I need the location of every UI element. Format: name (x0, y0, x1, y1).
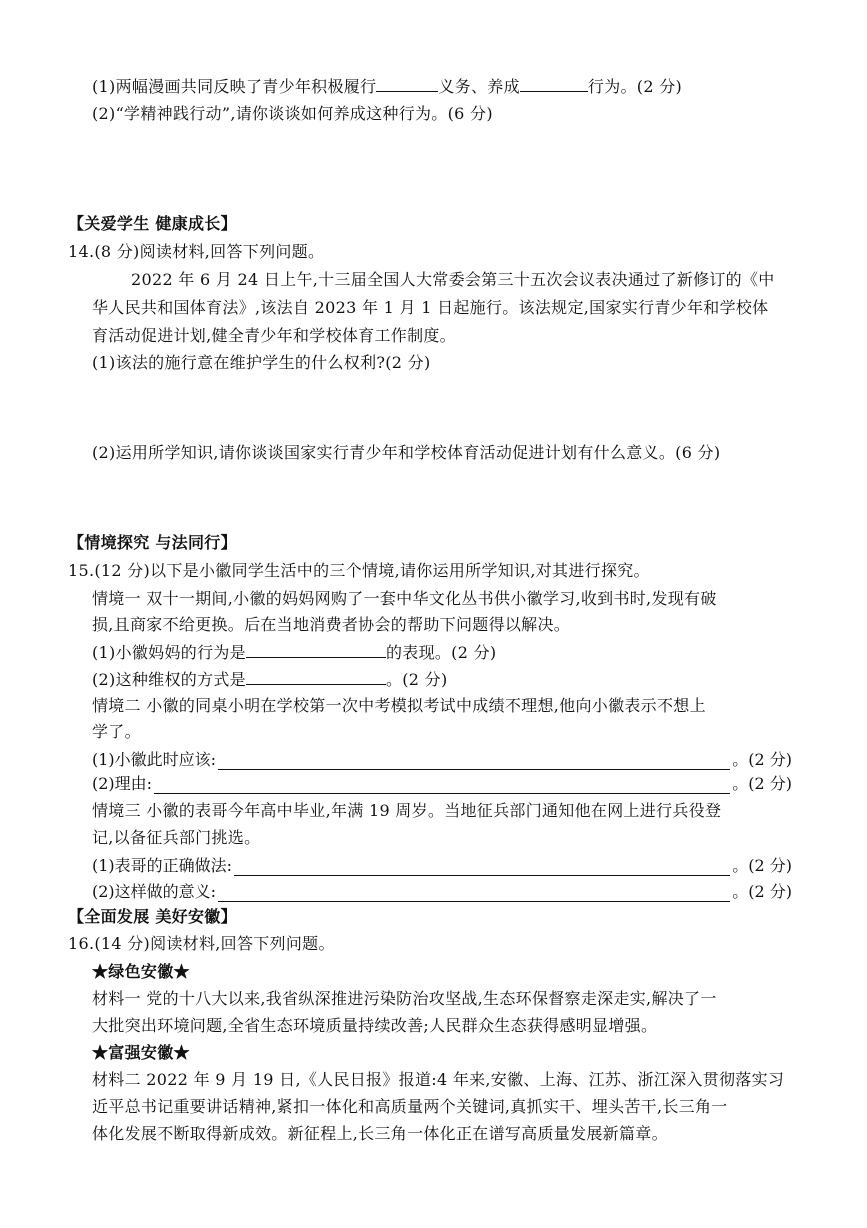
question-text: 。(2 分) (732, 856, 792, 875)
question-15-3-1 (92, 856, 792, 876)
q13-part1 (92, 76, 682, 97)
question-14-2: (2)运用所学知识,请你谈谈国家实行青少年和学校体育活动促进计划有什么意义。(6 分) (92, 443, 721, 462)
subheading-green-anhui: ★绿色安徽★ (92, 962, 190, 981)
q13-part2: (2)“学精神践行动”,请你谈谈如何养成这种行为。(6 分) (92, 104, 493, 123)
material-2-line: 近平总书记重要讲话精神,紧扣一体化和高质量两个关键词,真抓实干、埋头苦干,长三角一 (92, 1097, 728, 1116)
answer-blank[interactable] (246, 669, 386, 685)
q13-part1-text-a: (1)两幅漫画共同反映了青少年积极履行 (92, 77, 377, 96)
material-1-line: 大批突出环境问题,全省生态环境质量持续改善;人民群众生态获得感明显增强。 (92, 1016, 658, 1035)
question-text: 。(2 分) (732, 882, 792, 901)
answer-line[interactable] (154, 777, 730, 794)
question-text: 。(2 分) (385, 670, 448, 689)
material-line: 华人民共和国体育法》,该法自 2023 年 1 月 1 日起施行。该法规定,国家实行青少年和学校体 (92, 298, 769, 317)
question-text: (2)这样做的意义: (92, 882, 217, 901)
section-header-14: 【关爱学生 健康成长】 (68, 214, 237, 233)
scenario-3-line: 记,以备征兵部门挑选。 (92, 828, 261, 847)
scenario-2-line: 学了。 (92, 722, 141, 741)
question-15-1-2 (92, 669, 448, 690)
question-15-2-2 (92, 774, 792, 794)
question-15-stem: 15.(12 分)以下是小徽同学生活中的三个情境,请你运用所学知识,对其进行探究。 (68, 561, 650, 580)
material-line: 育活动促进计划,健全青少年和学校体育工作制度。 (92, 326, 456, 345)
material-2-line: 材料二 2022 年 9 月 19 日,《人民日报》报道:4 年来,安徽、上海、江苏、浙江深入贯彻落实习 (92, 1070, 785, 1089)
question-text: 的表现。(2 分) (385, 643, 497, 662)
q13-part1-text-c: 行为。(2 分) (587, 77, 683, 96)
answer-line[interactable] (218, 885, 730, 902)
question-text: 。(2 分) (732, 774, 792, 793)
question-text: (1)小徽此时应该: (92, 750, 217, 769)
answer-blank[interactable] (376, 76, 438, 92)
question-text: 。(2 分) (732, 750, 792, 769)
q13-part1-text-b: 义务、养成 (438, 77, 520, 96)
scenario-3-line: 情境三 小徽的表哥今年高中毕业,年满 19 周岁。当地征兵部门通知他在网上进行兵役登 (92, 801, 722, 820)
question-15-3-2 (92, 882, 792, 902)
question-text: (1)表哥的正确做法: (92, 856, 233, 875)
question-15-1-1 (92, 642, 496, 663)
scenario-1-line: 损,且商家不给更换。后在当地消费者协会的帮助下问题得以解决。 (92, 615, 571, 634)
question-14-1: (1)该法的施行意在维护学生的什么权利?(2 分) (92, 353, 431, 372)
scenario-2-line: 情境二 小徽的同桌小明在学校第一次中考模拟考试中成绩不理想,他向小徽表示不想上 (92, 696, 706, 715)
subheading-prosperous-anhui: ★富强安徽★ (92, 1043, 190, 1062)
question-text: (2)这种维权的方式是 (92, 670, 246, 689)
answer-line[interactable] (218, 753, 730, 770)
material-1-line: 材料一 党的十八大以来,我省纵深推进污染防治攻坚战,生态环保督察走深走实,解决了一 (92, 989, 717, 1008)
question-text: (1)小徽妈妈的行为是 (92, 643, 246, 662)
question-16-stem: 16.(14 分)阅读材料,回答下列问题。 (68, 934, 335, 953)
question-text: (2)理由: (92, 774, 153, 793)
material-line: 2022 年 6 月 24 日上午,十三届全国人大常委会第三十五次会议表决通过了新修订的《中 (131, 270, 775, 289)
question-15-2-1 (92, 750, 792, 770)
material-2-line: 体化发展不断取得新成效。新征程上,长三角一体化正在谱写高质量发展新篇章。 (92, 1124, 668, 1143)
section-header-16: 【全面发展 美好安徽】 (68, 907, 237, 926)
question-14-stem: 14.(8 分)阅读材料,回答下列问题。 (68, 242, 325, 261)
answer-line[interactable] (234, 859, 730, 876)
answer-blank[interactable] (246, 642, 386, 658)
scenario-1-line: 情境一 双十一期间,小徽的妈妈网购了一套中华文化丛书供小徽学习,收到书时,发现有破 (92, 589, 717, 608)
answer-blank[interactable] (520, 76, 588, 92)
section-header-15: 【情境探究 与法同行】 (68, 533, 237, 552)
